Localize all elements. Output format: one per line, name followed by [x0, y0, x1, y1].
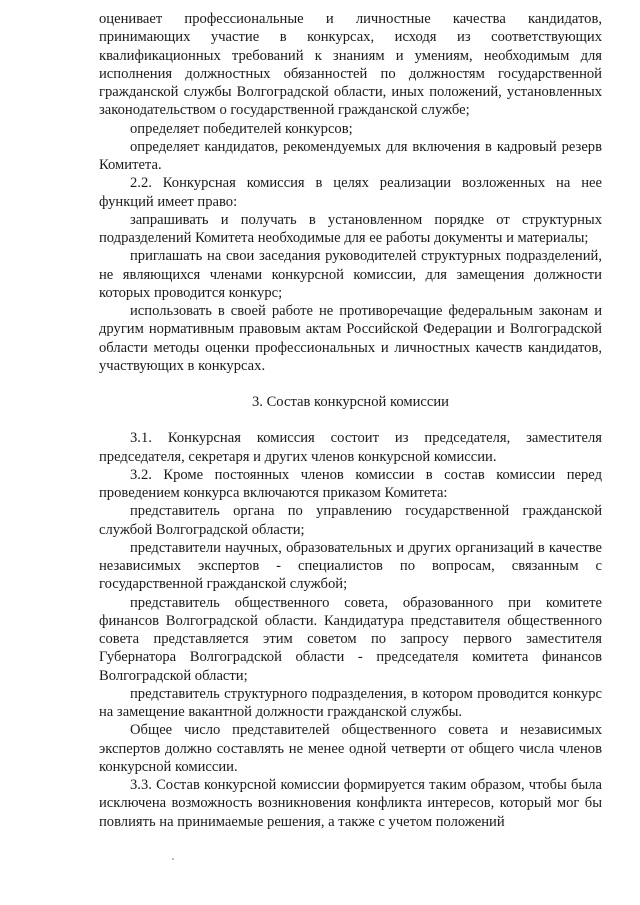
paragraph: 2.2. Конкурсная комиссия в целях реализации возложенных на нее функций имеет право:	[99, 175, 602, 210]
paragraph: оценивает профессиональные и личностные качества кандидатов, принимающих участие в конкурсах, исходя из соответствующих квалификационных требований к знаниям и умениям, необходимым для исполнения должностных обязанностей по должностям государственной гражданской службы Волгоградской области, иных положений, установленных законодательством о государственной гражданской службе;	[99, 11, 602, 119]
paragraph: запрашивать и получать в установленном порядке от структурных подразделений Комитета необходимые для ее работы документы и материалы;	[99, 211, 602, 246]
section-heading: 3. Состав конкурсной комиссии	[251, 394, 449, 410]
paragraph: Общее число представителей общественного совета и независимых экспертов должно составлять не менее одной четверти от общего числа членов конкурсной комиссии.	[99, 722, 602, 775]
scan-dot	[172, 858, 174, 860]
paragraph: представители научных, образовательных и других организаций в качестве независимых экспертов - специалистов по вопросам, связанным с государственной гражданской службой;	[99, 539, 602, 593]
paragraph: 3.2. Кроме постоянных членов комиссии в состав комиссии перед проведением конкурса включаются приказом Комитета:	[99, 466, 602, 501]
paragraph: представитель органа по управлению государственной гражданской службой Волгоградской области;	[99, 503, 602, 538]
paragraph: определяет победителей конкурсов;	[130, 120, 353, 137]
paragraph: приглашать на свои заседания руководителей структурных подразделений, не являющихся членами конкурсной комиссии, для замещения должности которых проводится конкурс;	[99, 248, 602, 301]
paragraph: 3.3. Состав конкурсной комиссии формируется таким образом, чтобы была исключена возможность возникновения конфликта интересов, который мог бы повлиять на принимаемые решения, а также с учетом положений	[99, 777, 602, 830]
paragraph: определяет кандидатов, рекомендуемых для включения в кадровый резерв Комитета.	[99, 138, 602, 173]
paragraph: представитель структурного подразделения, в котором проводится конкурс на замещение вакантной должности гражданской службы.	[99, 685, 602, 720]
document-body	[99, 10, 602, 831]
paragraph: использовать в своей работе не противоречащие федеральным законам и другим нормативным правовым актам Российской Федерации и Волгоградской области методы оценки профессиональных и личностных качеств кандидатов, участвующих в конкурсах.	[99, 303, 602, 374]
paragraph: представитель общественного совета, образованного при комитете финансов Волгоградской области. Кандидатура представителя общественного совета представляется этим советом по запросу первого заместителя Губернатора Волгоградской области - председателя комитета финансов Волгоградской области;	[99, 594, 602, 684]
paragraph: 3.1. Конкурсная комиссия состоит из председателя, заместителя председателя, секретаря и других членов конкурсной комиссии.	[99, 430, 602, 465]
